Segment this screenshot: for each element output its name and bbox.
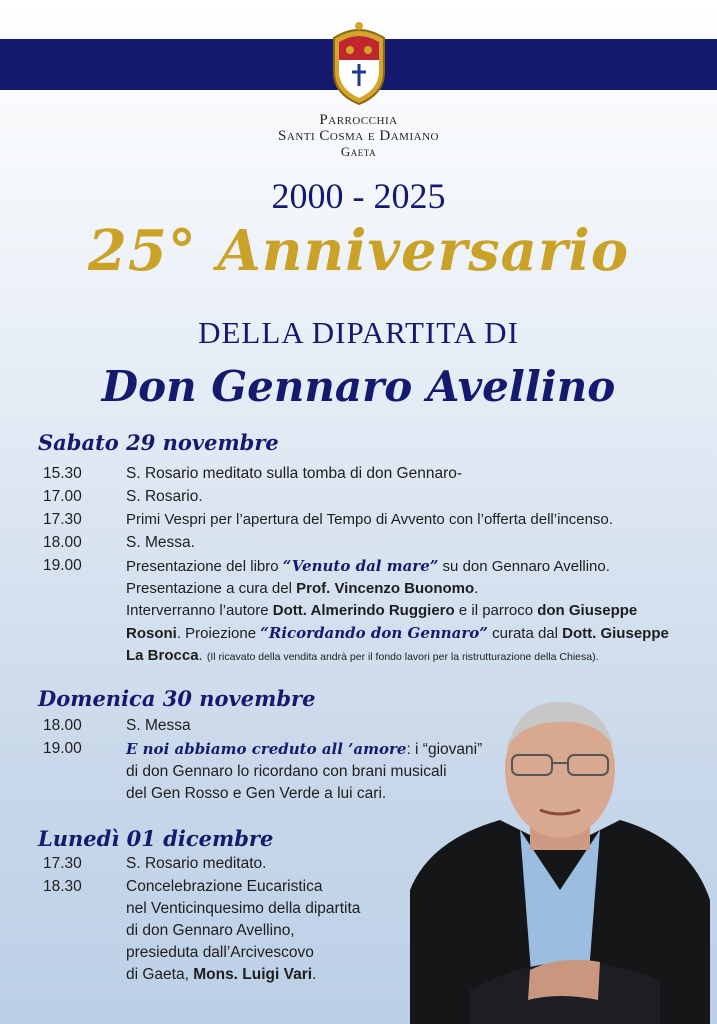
book-text: Presentazione del libro [126,558,283,575]
mass-text: di Gaeta, [126,966,194,983]
book-text: Interverranno l’autore [126,602,273,619]
proceeds-note: (Il ricavato della vendita andrà per il fondo lavori per la ristrutturazione della Chiesa). [206,651,599,663]
pastor-name: don Giuseppe [537,602,638,619]
anniversary-title: 25° Anniversario [87,218,630,284]
event-text: S. Messa. [126,534,195,551]
event-time: 15.30 [43,465,82,482]
book-text: Presentazione a cura del [126,580,297,597]
concert-text: di don Gennaro lo ricordano con brani musicali [126,763,447,780]
concert-text: : i “giovani” [406,741,483,758]
curator-name: Dott. Giuseppe [562,625,669,642]
event-text: S. Rosario. [126,488,203,505]
event-text: S. Rosario meditato. [126,855,267,872]
concert-text: del Gen Rosso e Gen Verde a lui cari. [126,785,387,802]
book-text: . [474,580,479,597]
event-time: 19.00 [43,557,82,574]
mass-text: di don Gennaro Avellino, [126,922,295,939]
mass-description [126,876,416,986]
event-text: S. Messa [126,717,191,734]
sunday-heading: Domenica 30 novembre [38,686,316,711]
subtitle: DELLA DIPARTITA DI [198,315,519,350]
monday-heading: Lunedì 01 dicembre [38,826,274,851]
event-time: 18.30 [43,878,82,895]
film-title: “Ricordando don Gennaro” [260,624,488,642]
mass-text: . [312,966,317,983]
parish-city: Gaeta [340,144,377,159]
event-time: 17.00 [43,488,82,505]
event-time: 17.30 [43,511,82,528]
parish-name-line2: Santi Cosma e Damiano [278,128,439,144]
book-title: “Venuto dal mare” [282,557,439,575]
pastor-surname: Rosoni [126,625,177,642]
book-text: su don Gennaro Avellino. [438,558,610,575]
portrait-photo [410,700,710,1024]
concert-title: E noi abbiamo creduto all ’amore [126,740,407,758]
archbishop-name: Mons. Luigi Vari [193,966,313,983]
parish-crest-icon [328,20,390,106]
event-time: 18.00 [43,717,82,734]
mass-text: nel Venticinquesimo della dipartita [126,900,361,917]
honoree-name: Don Gennaro Avellino [101,362,616,411]
saturday-heading: Sabato 29 novembre [38,430,279,455]
author-name: Dott. Almerindo Ruggiero [272,602,455,619]
presenter-name: Prof. Vincenzo Buonomo [296,580,475,597]
book-text: e il parroco [454,602,538,619]
book-text: curata dal [487,625,563,642]
book-text: . [198,647,207,664]
book-text: . Proiezione [176,625,261,642]
event-text: Primi Vespri per l’apertura del Tempo di Avvento con l’offerta dell’incenso. [126,511,613,528]
book-presentation [126,555,686,668]
curator-surname: La Brocca [126,647,199,664]
event-time: 18.00 [43,534,82,551]
event-time: 17.30 [43,855,82,872]
event-text: S. Rosario meditato sulla tomba di don Gennaro- [126,465,463,482]
parish-name-line1: Parrocchia [319,112,398,128]
event-time: 19.00 [43,740,82,757]
mass-text: presieduta dall’Arcivescovo [126,944,314,961]
years-title: 2000 - 2025 [271,176,446,216]
mass-text: Concelebrazione Eucaristica [126,878,323,895]
